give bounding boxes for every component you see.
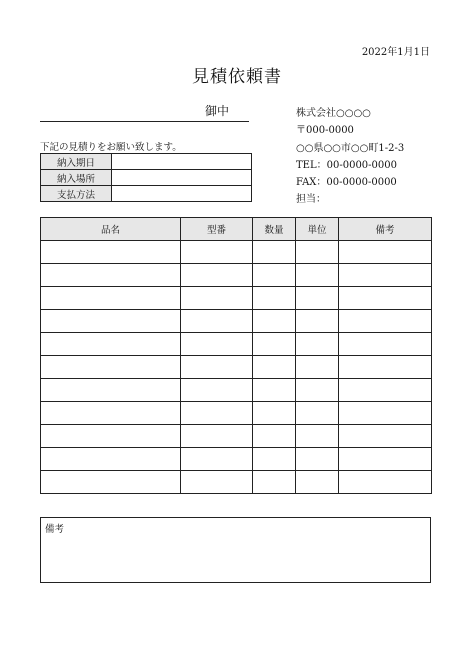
item-name-cell[interactable] bbox=[41, 356, 181, 379]
info-value[interactable] bbox=[112, 154, 252, 170]
quantity-cell[interactable] bbox=[253, 264, 296, 287]
remarks-cell[interactable] bbox=[339, 241, 432, 264]
item-name-cell[interactable] bbox=[41, 333, 181, 356]
company-postal-code: 〒000-0000 bbox=[296, 125, 354, 137]
unit-cell[interactable] bbox=[296, 310, 339, 333]
table-row bbox=[41, 241, 432, 264]
quantity-cell[interactable] bbox=[253, 471, 296, 494]
info-label: 納入期日 bbox=[41, 154, 112, 170]
unit-cell[interactable] bbox=[296, 402, 339, 425]
item-name-cell[interactable] bbox=[41, 448, 181, 471]
notes-label: 備考 bbox=[45, 524, 65, 535]
table-row bbox=[41, 333, 432, 356]
unit-cell[interactable] bbox=[296, 333, 339, 356]
info-value[interactable] bbox=[112, 186, 252, 202]
unit-cell[interactable] bbox=[296, 264, 339, 287]
model-number-cell[interactable] bbox=[181, 471, 253, 494]
table-row bbox=[41, 448, 432, 471]
company-contact: 担当： bbox=[296, 194, 326, 206]
info-label: 支払方法 bbox=[41, 186, 112, 202]
model-number-cell[interactable] bbox=[181, 356, 253, 379]
model-number-cell[interactable] bbox=[181, 241, 253, 264]
company-tel: TEL：00-0000-0000 bbox=[296, 159, 397, 171]
item-name-cell[interactable] bbox=[41, 402, 181, 425]
quantity-cell[interactable] bbox=[253, 287, 296, 310]
intro-text: 下記の見積りをお願い致します。 bbox=[40, 142, 182, 153]
table-row bbox=[41, 379, 432, 402]
table-row bbox=[41, 264, 432, 287]
item-name-cell[interactable] bbox=[41, 425, 181, 448]
info-row-payment-method bbox=[41, 186, 252, 202]
info-label: 納入場所 bbox=[41, 170, 112, 186]
quantity-cell[interactable] bbox=[253, 402, 296, 425]
table-row bbox=[41, 402, 432, 425]
document-title: 見積依頼書 bbox=[192, 67, 282, 87]
unit-cell[interactable] bbox=[296, 425, 339, 448]
model-number-cell[interactable] bbox=[181, 310, 253, 333]
model-number-cell[interactable] bbox=[181, 287, 253, 310]
remarks-cell[interactable] bbox=[339, 264, 432, 287]
delivery-info-table bbox=[40, 153, 252, 202]
info-value[interactable] bbox=[112, 170, 252, 186]
items-body bbox=[41, 241, 432, 494]
unit-cell[interactable] bbox=[296, 287, 339, 310]
item-name-cell[interactable] bbox=[41, 471, 181, 494]
quantity-cell[interactable] bbox=[253, 379, 296, 402]
item-name-cell[interactable] bbox=[41, 264, 181, 287]
company-fax: FAX：00-0000-0000 bbox=[296, 177, 397, 189]
document-date: 2022年1月1日 bbox=[361, 47, 430, 58]
remarks-cell[interactable] bbox=[339, 448, 432, 471]
model-number-cell[interactable] bbox=[181, 425, 253, 448]
unit-cell[interactable] bbox=[296, 471, 339, 494]
items-header-row bbox=[41, 218, 432, 241]
unit-cell[interactable] bbox=[296, 448, 339, 471]
remarks-cell[interactable] bbox=[339, 356, 432, 379]
header-item-name: 品名 bbox=[41, 218, 181, 241]
quantity-cell[interactable] bbox=[253, 333, 296, 356]
remarks-cell[interactable] bbox=[339, 333, 432, 356]
recipient-field[interactable] bbox=[40, 104, 249, 122]
table-row bbox=[41, 356, 432, 379]
remarks-cell[interactable] bbox=[339, 379, 432, 402]
model-number-cell[interactable] bbox=[181, 264, 253, 287]
quantity-cell[interactable] bbox=[253, 241, 296, 264]
quantity-cell[interactable] bbox=[253, 310, 296, 333]
table-row bbox=[41, 471, 432, 494]
header-remarks: 備考 bbox=[339, 218, 432, 241]
unit-cell[interactable] bbox=[296, 356, 339, 379]
model-number-cell[interactable] bbox=[181, 333, 253, 356]
header-model-number: 型番 bbox=[181, 218, 253, 241]
table-row bbox=[41, 287, 432, 310]
header-quantity: 数量 bbox=[253, 218, 296, 241]
recipient-suffix: 御中 bbox=[204, 104, 229, 118]
remarks-cell[interactable] bbox=[339, 471, 432, 494]
info-row-delivery-date bbox=[41, 154, 252, 170]
items-table bbox=[40, 217, 432, 494]
remarks-cell[interactable] bbox=[339, 287, 432, 310]
item-name-cell[interactable] bbox=[41, 379, 181, 402]
remarks-cell[interactable] bbox=[339, 310, 432, 333]
item-name-cell[interactable] bbox=[41, 241, 181, 264]
model-number-cell[interactable] bbox=[181, 448, 253, 471]
unit-cell[interactable] bbox=[296, 241, 339, 264]
quantity-cell[interactable] bbox=[253, 448, 296, 471]
table-row bbox=[41, 425, 432, 448]
quantity-cell[interactable] bbox=[253, 356, 296, 379]
notes-box[interactable] bbox=[40, 517, 431, 583]
remarks-cell[interactable] bbox=[339, 402, 432, 425]
company-address: ○○県○○市○○町1-2-3 bbox=[296, 142, 405, 154]
unit-cell[interactable] bbox=[296, 379, 339, 402]
company-name: 株式会社○○○○ bbox=[296, 108, 371, 119]
company-block bbox=[296, 105, 404, 209]
item-name-cell[interactable] bbox=[41, 310, 181, 333]
table-row bbox=[41, 310, 432, 333]
header-unit: 単位 bbox=[296, 218, 339, 241]
info-row-delivery-place bbox=[41, 170, 252, 186]
item-name-cell[interactable] bbox=[41, 287, 181, 310]
remarks-cell[interactable] bbox=[339, 425, 432, 448]
quantity-cell[interactable] bbox=[253, 425, 296, 448]
model-number-cell[interactable] bbox=[181, 402, 253, 425]
model-number-cell[interactable] bbox=[181, 379, 253, 402]
